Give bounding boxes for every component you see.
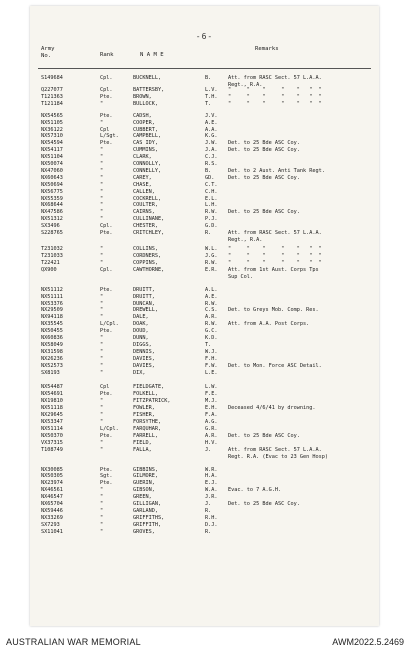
initials: J.V. xyxy=(205,112,218,119)
remarks: Det. to Mon. Force ASC Detail. xyxy=(228,362,322,369)
surname: DUNN, xyxy=(133,335,149,341)
remarks: " " " " " " " xyxy=(228,100,322,107)
army-number: NX46561 xyxy=(41,487,63,494)
surname: DOAK, xyxy=(133,321,149,328)
initials: A.G. xyxy=(205,418,218,425)
army-number: QX900 xyxy=(41,266,57,273)
table-row xyxy=(30,75,379,88)
rank: Pte. xyxy=(100,93,113,100)
initials: R.W. xyxy=(205,209,218,216)
army-number: NX59446 xyxy=(41,507,63,514)
initials: W.A. xyxy=(205,487,218,494)
army-number: NX54594 xyxy=(41,140,63,147)
surname: BUCKNELL, xyxy=(133,75,162,81)
remarks: Att. from A.A. Post Corps. xyxy=(228,321,310,328)
surname: CONNOLLY, xyxy=(133,161,162,167)
army-number: NX51111 xyxy=(41,293,63,300)
rank: " xyxy=(100,494,104,501)
army-number: NX47586 xyxy=(41,209,63,216)
initials: G.C. xyxy=(205,328,218,335)
rank: L/Cpl. xyxy=(100,425,119,432)
initials: E.H. xyxy=(205,405,218,412)
rank: Pte. xyxy=(100,480,113,487)
rank: " xyxy=(100,202,104,209)
army-number: S228765 xyxy=(41,230,63,236)
remarks-continued: Regt. R.A. (Evac to 23 Gen Hosp) xyxy=(228,453,328,460)
surname: CAS IDY, xyxy=(133,140,158,147)
remarks: Att. from RASC Sect. 57 L.A.A. xyxy=(228,75,322,81)
surname: CAIRNS, xyxy=(133,209,155,216)
surname: CALLEN, xyxy=(133,188,155,195)
army-number: NX51114 xyxy=(41,425,63,432)
surname: GIBBINS, xyxy=(133,466,158,473)
initials: E.R. xyxy=(205,266,218,273)
remarks: " " " " " " " xyxy=(228,87,322,93)
army-number: NX50455 xyxy=(41,328,63,335)
army-number: T121184 xyxy=(41,100,63,107)
surname: GRIFFITHS, xyxy=(133,514,165,521)
army-number: NX23974 xyxy=(41,480,63,487)
initials: W.J. xyxy=(205,348,218,355)
rank: " xyxy=(100,181,104,188)
army-number: NX54691 xyxy=(41,391,63,398)
surname: GRIFFITH, xyxy=(133,521,162,528)
rank: " xyxy=(100,501,104,507)
army-number: NX52573 xyxy=(41,362,63,369)
initials: L.E. xyxy=(205,369,218,376)
surname: COCKRELL, xyxy=(133,195,162,202)
surname: GILLIGAN, xyxy=(133,501,162,507)
initials: M.J. xyxy=(205,398,218,405)
surname: DIGGS, xyxy=(133,341,152,348)
rank: Pte. xyxy=(100,466,113,473)
army-number: NX50305 xyxy=(41,473,63,480)
rank: " xyxy=(100,348,104,355)
initials: H.A. xyxy=(205,473,218,480)
table-row xyxy=(30,266,379,280)
initials: B. xyxy=(205,75,212,81)
army-number: NX51105 xyxy=(41,119,63,126)
rank: Pte. xyxy=(100,286,113,293)
header-rule xyxy=(38,68,371,69)
rank: " xyxy=(100,167,104,174)
initials: R.W. xyxy=(205,259,218,266)
surname: COPPINS, xyxy=(133,259,158,266)
army-number: NX19810 xyxy=(41,398,63,405)
rank: Pte. xyxy=(100,328,113,335)
header-army-no: Army No. xyxy=(41,46,55,59)
initials: E.J. xyxy=(205,480,218,487)
remarks: " " " " " " " xyxy=(228,93,322,100)
rank: Cpl xyxy=(100,384,110,391)
initials: T. xyxy=(205,100,212,107)
initials: R.W. xyxy=(205,321,218,328)
rank: " xyxy=(100,147,104,154)
remarks: Evac. to 7 A.G.H. xyxy=(228,487,282,494)
army-number: NX29509 xyxy=(41,307,63,314)
surname: GILMORE, xyxy=(133,473,158,480)
table-row xyxy=(30,529,379,536)
header-name: N A M E xyxy=(140,52,164,58)
initials: K.G. xyxy=(205,133,218,140)
rank: " xyxy=(100,216,104,223)
surname: COLLINS, xyxy=(133,246,158,252)
initials: C.J. xyxy=(205,154,218,161)
footer-bar xyxy=(0,628,410,653)
initials: K.D. xyxy=(205,335,218,341)
header-rank: Rank xyxy=(100,52,114,58)
initials: L.V. xyxy=(205,87,218,93)
surname: FIELD, xyxy=(133,439,152,446)
rank: Cpl. xyxy=(100,75,113,81)
army-number: NX36122 xyxy=(41,126,63,133)
initials: C.H. xyxy=(205,188,218,195)
army-number: NX46547 xyxy=(41,494,63,501)
initials: F.A. xyxy=(205,412,218,418)
remarks-continued: Regt., R.A. xyxy=(228,82,263,88)
surname: DAVIES, xyxy=(133,362,155,369)
rank: " xyxy=(100,300,104,307)
surname: DRUITT, xyxy=(133,293,155,300)
rank: " xyxy=(100,362,104,369)
surname: GREEN, xyxy=(133,494,152,501)
footer-institution: AUSTRALIAN WAR MEMORIAL xyxy=(6,637,141,647)
initials: W.R. xyxy=(205,466,218,473)
initials: J. xyxy=(205,501,212,507)
surname: CAREY, xyxy=(133,174,152,181)
army-number: NX54487 xyxy=(41,384,63,391)
initials: R.S. xyxy=(205,161,218,167)
initials: A.L. xyxy=(205,286,218,293)
remarks: Att. from 1st Aust. Corps Tps xyxy=(228,266,319,273)
surname: DALE, xyxy=(133,314,149,321)
surname: CHESTER, xyxy=(133,223,158,230)
initials: P.J. xyxy=(205,216,218,223)
page-number: -6- xyxy=(195,32,214,41)
surname: CUMMINS, xyxy=(133,147,158,154)
rank: Pte. xyxy=(100,140,113,147)
surname: FARRELL, xyxy=(133,432,158,439)
rank: Pte. xyxy=(100,432,113,439)
rank: " xyxy=(100,398,104,405)
surname: CORDNERS, xyxy=(133,252,162,259)
rank: Cpl xyxy=(100,126,110,133)
initials: A.E. xyxy=(205,119,218,126)
surname: DRUITT, xyxy=(133,286,155,293)
army-number: T121363 xyxy=(41,93,63,100)
remarks: Det. to 25 Bde ASC Coy. xyxy=(228,174,300,181)
army-number: NX26236 xyxy=(41,355,63,362)
army-number: T22421 xyxy=(41,259,60,266)
rank: Sgt. xyxy=(100,473,113,480)
initials: R.W. xyxy=(205,300,218,307)
initials: R. xyxy=(205,230,212,236)
initials: F.W. xyxy=(205,362,218,369)
surname: DAVIES, xyxy=(133,355,155,362)
surname: DOUD, xyxy=(133,328,149,335)
table-row xyxy=(30,370,379,377)
initials: B. xyxy=(205,167,212,174)
surname: CRITCHLEY, xyxy=(133,230,165,236)
rank: L/Sgt. xyxy=(100,133,119,140)
initials: E.L. xyxy=(205,195,218,202)
rank: " xyxy=(100,293,104,300)
surname: CAWTHORNE, xyxy=(133,266,165,273)
surname: FOWLER, xyxy=(133,405,155,412)
rank: " xyxy=(100,369,104,376)
army-number: NX55359 xyxy=(41,195,63,202)
initials: GD. xyxy=(205,174,215,181)
surname: CULLINANE, xyxy=(133,216,165,223)
rank: Cpl. xyxy=(100,223,113,230)
army-number: NX35545 xyxy=(41,321,63,328)
surname: FORSYTHE, xyxy=(133,418,162,425)
table-row xyxy=(30,446,379,460)
initials: R. xyxy=(205,507,212,514)
surname: DENNIS, xyxy=(133,348,155,355)
rank: " xyxy=(100,161,104,167)
remarks: Det. to 25 Bde ASC Coy. xyxy=(228,501,300,507)
initials: J.G. xyxy=(205,252,218,259)
initials: F.H. xyxy=(205,355,218,362)
remarks: Att. from RASC Sect. 57 L.A.A. xyxy=(228,230,322,236)
remarks: " " " " " " " xyxy=(228,259,322,266)
remarks: Det. to 25 Bde ASC Coy. xyxy=(228,209,300,216)
remarks: Det. to 25 Bde ASC Coy. xyxy=(228,140,300,147)
rank: " xyxy=(100,412,104,418)
rank: " xyxy=(100,405,104,412)
army-number: NX51104 xyxy=(41,154,63,161)
initials: W.L. xyxy=(205,246,218,252)
rank: Pte. xyxy=(100,391,113,398)
rank: " xyxy=(100,335,104,341)
rank: L/Cpl. xyxy=(100,321,119,328)
footer-accession-id: AWM2022.5.2469 xyxy=(332,637,404,647)
rank: " xyxy=(100,439,104,446)
army-number: NX54117 xyxy=(41,147,63,154)
army-number: SX3496 xyxy=(41,223,60,230)
army-number: NX30085 xyxy=(41,466,63,473)
rank: " xyxy=(100,341,104,348)
initials: D.J. xyxy=(205,521,218,528)
rank: Cpl. xyxy=(100,266,113,273)
surname: BULLOCK, xyxy=(133,100,158,107)
rank: " xyxy=(100,446,104,453)
army-number: NX29645 xyxy=(41,412,63,418)
army-number: NX65704 xyxy=(41,501,63,507)
initials: F.E. xyxy=(205,391,218,398)
surname: FIELDGATE, xyxy=(133,384,165,391)
army-number: NX50074 xyxy=(41,161,63,167)
surname: COULTER, xyxy=(133,202,158,209)
army-number: NX94118 xyxy=(41,314,63,321)
rank: " xyxy=(100,487,104,494)
army-number: NX57310 xyxy=(41,133,63,140)
initials: G.D. xyxy=(205,223,218,230)
remarks: Det. to Greys Mob. Comp. Res. xyxy=(228,307,319,314)
initials: J.W. xyxy=(205,140,218,147)
surname: CAMPBELL, xyxy=(133,133,162,140)
initials: T.H. xyxy=(205,93,218,100)
army-number: T108749 xyxy=(41,446,63,453)
initials: C.T. xyxy=(205,181,218,188)
rank: " xyxy=(100,174,104,181)
army-number: NX47060 xyxy=(41,167,63,174)
initials: R.H. xyxy=(205,514,218,521)
surname: CONNELLY, xyxy=(133,167,162,174)
rank: Pte. xyxy=(100,112,113,119)
surname: GUERIN, xyxy=(133,480,155,487)
army-number: NX33269 xyxy=(41,514,63,521)
surname: DUNCAN, xyxy=(133,300,155,307)
surname: GARLAND, xyxy=(133,507,158,514)
rank: " xyxy=(100,100,104,107)
army-number: NX54565 xyxy=(41,112,63,119)
rank: " xyxy=(100,246,104,252)
army-number: NX50694 xyxy=(41,181,63,188)
table-row xyxy=(30,101,379,108)
army-number: SX8193 xyxy=(41,369,60,376)
initials: G.R. xyxy=(205,425,218,432)
surname: FOLKELL, xyxy=(133,391,158,398)
surname: FALLA, xyxy=(133,446,152,453)
surname: CLARK, xyxy=(133,154,152,161)
initials: J.A. xyxy=(205,147,218,154)
army-number: NX60836 xyxy=(41,335,63,341)
army-number: S149684 xyxy=(41,75,63,81)
surname: CADSH, xyxy=(133,112,152,119)
surname: BROWN, xyxy=(133,93,152,100)
remarks: Att. from RASC Sect. 57 L.A.A. xyxy=(228,446,322,453)
rank: Pte. xyxy=(100,230,113,236)
rank: " xyxy=(100,209,104,216)
initials: A.A. xyxy=(205,126,218,133)
army-number: NX31598 xyxy=(41,348,63,355)
rank: " xyxy=(100,119,104,126)
rank: " xyxy=(100,195,104,202)
initials: J. xyxy=(205,446,212,453)
army-number: NX51118 xyxy=(41,405,63,412)
army-number: Q227077 xyxy=(41,87,63,93)
army-number: NX51112 xyxy=(41,286,63,293)
initials: A.R. xyxy=(205,314,218,321)
initials: L.H. xyxy=(205,202,218,209)
rank: " xyxy=(100,355,104,362)
surname: FISHER, xyxy=(133,412,155,418)
initials: A.R. xyxy=(205,432,218,439)
remarks: " " " " " " " xyxy=(228,246,322,252)
header-remarks: Remarks xyxy=(255,46,279,52)
remarks: Det. to 25 Bde ASC Coy. xyxy=(228,147,300,154)
remarks: Det. to 25 Bde ASC Coy. xyxy=(228,432,300,439)
army-number: NX53347 xyxy=(41,418,63,425)
initials: J.R. xyxy=(205,494,218,501)
rank: " xyxy=(100,307,104,314)
surname: CUBBERT, xyxy=(133,126,158,133)
table-row xyxy=(30,230,379,243)
surname: GROVES, xyxy=(133,528,155,535)
army-number: SX7293 xyxy=(41,521,60,528)
rank: " xyxy=(100,521,104,528)
army-number: VX37315 xyxy=(41,439,63,446)
rank: " xyxy=(100,314,104,321)
initials: A.E. xyxy=(205,293,218,300)
initials: L.W. xyxy=(205,384,218,391)
army-number: NX68644 xyxy=(41,202,63,209)
surname: CHASE, xyxy=(133,181,152,188)
surname: FARQUHAR, xyxy=(133,425,162,432)
rank: " xyxy=(100,154,104,161)
initials: T. xyxy=(205,341,212,348)
rank: " xyxy=(100,507,104,514)
remarks-continued: Sup Col. xyxy=(228,273,253,280)
surname: BATTERSBY, xyxy=(133,87,165,93)
remarks-continued: Regt., R.A. xyxy=(228,237,263,243)
rank: " xyxy=(100,418,104,425)
army-number: NX50370 xyxy=(41,432,63,439)
army-number: NX56775 xyxy=(41,188,63,195)
initials: H.V. xyxy=(205,439,218,446)
rank: " xyxy=(100,252,104,259)
initials: C.S. xyxy=(205,307,218,314)
rank: " xyxy=(100,528,104,535)
army-number: T231033 xyxy=(41,252,63,259)
surname: DIX, xyxy=(133,369,146,376)
remarks: Deceased 4/6/41 by drowning. xyxy=(228,405,316,412)
rank: " xyxy=(100,188,104,195)
army-number: NX51312 xyxy=(41,216,63,223)
surname: COOPER, xyxy=(133,119,155,126)
remarks: Det. to 2 Aust. Anti Tank Regt. xyxy=(228,167,325,174)
army-number: NX53376 xyxy=(41,300,63,307)
rank: Cpl. xyxy=(100,87,113,93)
army-number: T231032 xyxy=(41,246,63,252)
army-number: NX58049 xyxy=(41,341,63,348)
surname: DREWELL, xyxy=(133,307,158,314)
remarks: " " " " " " " xyxy=(228,252,322,259)
initials: R. xyxy=(205,528,212,535)
document-page xyxy=(30,6,379,626)
army-number: SX11041 xyxy=(41,528,63,535)
surname: FITZPATRICK, xyxy=(133,398,171,405)
surname: GIBSON, xyxy=(133,487,155,494)
rank: " xyxy=(100,259,104,266)
army-number: NX60643 xyxy=(41,174,63,181)
rank: " xyxy=(100,514,104,521)
